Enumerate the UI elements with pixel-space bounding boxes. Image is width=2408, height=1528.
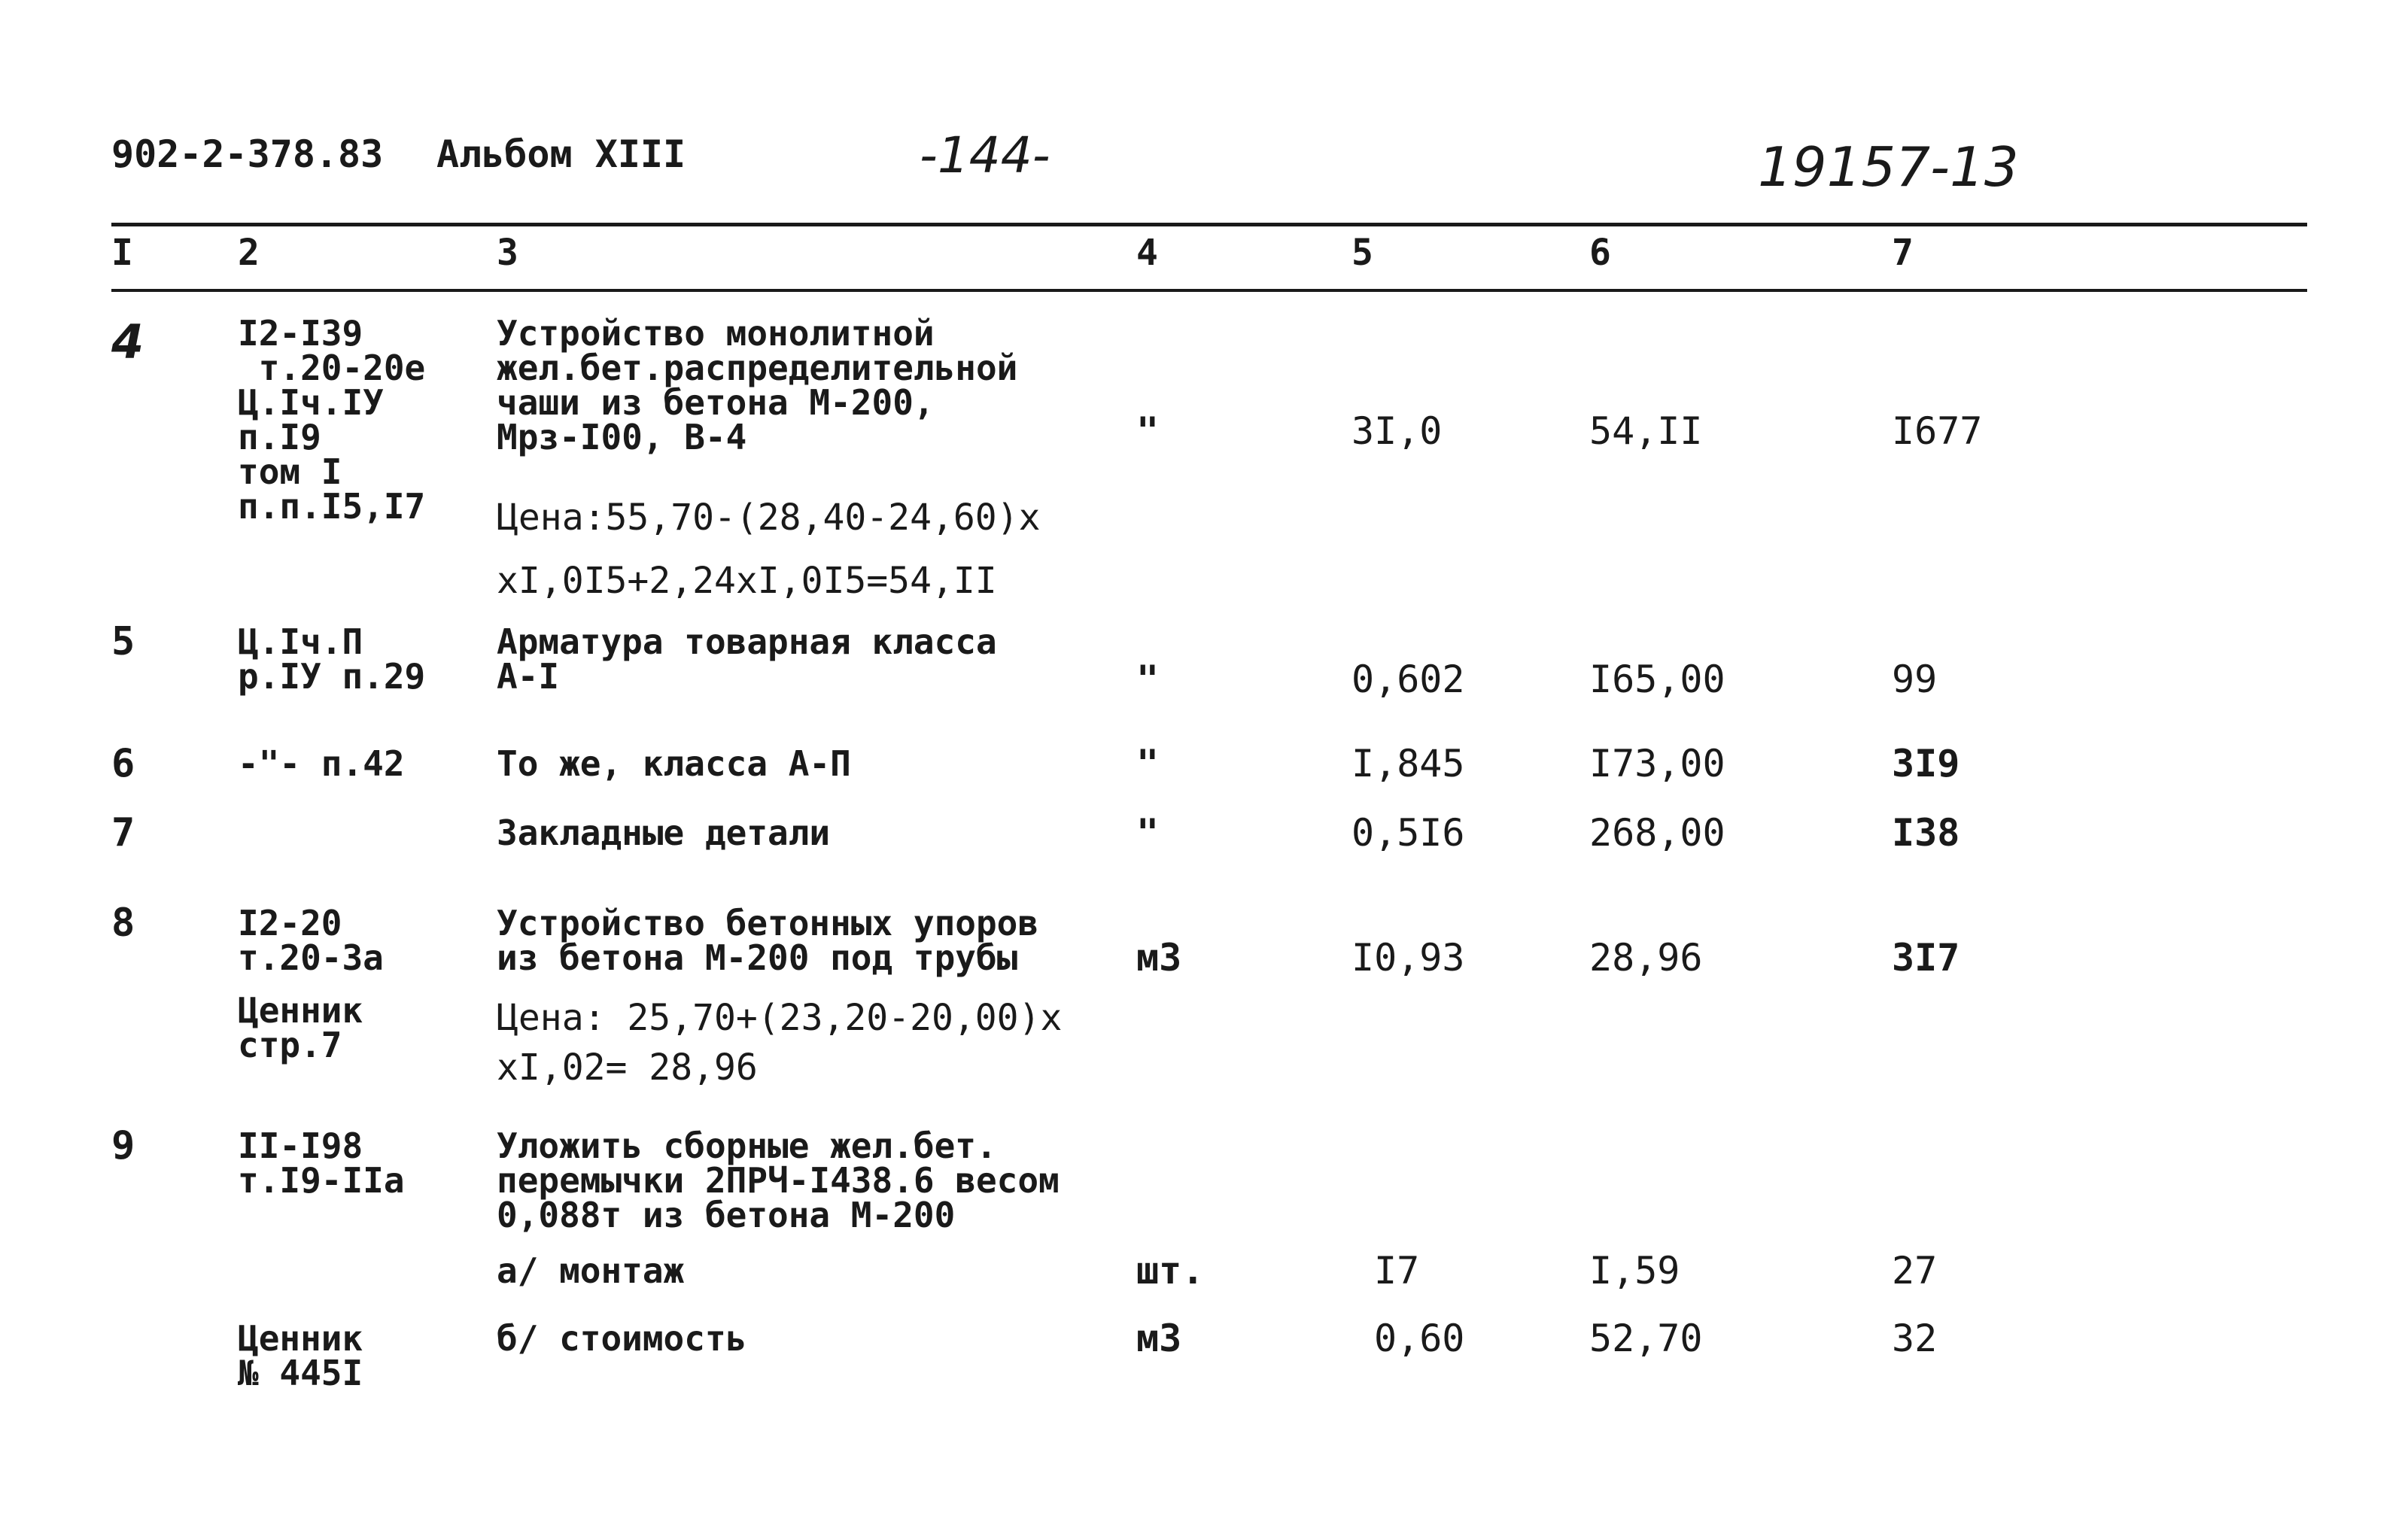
norm-reference: -"- п.42: [238, 743, 405, 784]
total-cost: 3I9: [1892, 742, 1960, 785]
norm-reference: I2-I39 т.20-20е Ц.Iч.IУ п.I9 том I п.п.I5,I7: [238, 313, 426, 527]
total-cost: I38: [1892, 811, 1960, 855]
unit-price: I65,00: [1589, 658, 1725, 701]
quantity: I0,93: [1351, 936, 1465, 980]
work-description: Уложить сборные жел.бет. перемычки 2ПРЧ-I438.6 весом 0,088т из бетона М-200: [497, 1125, 1060, 1235]
sub-item-unit-price: I,59: [1589, 1249, 1680, 1293]
price-calculation: Цена: 25,70+(23,20-20,00)х хI,02= 28,96: [497, 997, 1063, 1089]
row-number: 6: [111, 741, 135, 786]
unit: ": [1136, 742, 1160, 785]
quantity: 0,602: [1351, 658, 1465, 701]
work-description: Арматура товарная класса А-I: [497, 621, 997, 697]
doc-code: 902-2-378.83: [111, 132, 384, 176]
sub-item-total: 32: [1892, 1317, 1938, 1360]
column-heading-5: 5: [1351, 232, 1373, 274]
sub-item-unit-price: 52,70: [1589, 1317, 1703, 1360]
total-cost: 3I7: [1892, 936, 1960, 980]
sub-item-price-list-reference: Ценник № 445I: [238, 1318, 363, 1393]
column-heading-2: 2: [238, 232, 260, 274]
sub-item-unit: м3: [1136, 1317, 1182, 1360]
row-number: 5: [111, 619, 135, 664]
column-heading-1: I: [111, 232, 133, 274]
row-number: 4: [111, 314, 144, 369]
unit-price: 268,00: [1589, 811, 1725, 855]
page-number: -144-: [920, 126, 1050, 184]
unit-price: 54,II: [1589, 409, 1703, 453]
column-heading-3: 3: [497, 232, 518, 274]
sub-item-unit: шт.: [1136, 1249, 1205, 1293]
unit: ": [1136, 811, 1160, 855]
sub-item-description: б/ стоимость: [497, 1318, 747, 1359]
album-label: Альбом XIII: [436, 132, 686, 176]
row-number: 9: [111, 1123, 135, 1168]
sub-item-total: 27: [1892, 1249, 1938, 1293]
norm-reference: I2-20 т.20-3а: [238, 903, 384, 978]
row-number: 7: [111, 810, 135, 855]
unit: ": [1136, 658, 1160, 701]
column-heading-4: 4: [1136, 232, 1158, 274]
column-heading-6: 6: [1589, 232, 1611, 274]
column-heading-7: 7: [1892, 232, 1914, 274]
quantity: 3I,0: [1351, 409, 1443, 453]
norm-reference: Ц.Iч.П р.IУ п.29: [238, 621, 426, 697]
quantity: I,845: [1351, 742, 1465, 785]
sub-item-description: а/ монтаж: [497, 1250, 685, 1291]
quantity: 0,5I6: [1351, 811, 1465, 855]
norm-reference: II-I98 т.I9-IIа: [238, 1125, 405, 1201]
work-description: То же, класса А-П: [497, 743, 851, 784]
unit: м3: [1136, 936, 1182, 980]
header-top-rule: [111, 223, 2307, 226]
work-description: Закладные детали: [497, 813, 831, 853]
total-cost: I677: [1892, 409, 1983, 453]
sub-item-quantity: I7: [1374, 1249, 1420, 1293]
total-cost: 99: [1892, 658, 1938, 701]
sub-item-quantity: 0,60: [1374, 1317, 1465, 1360]
price-list-reference: Ценник стр.7: [238, 990, 363, 1065]
unit-price: 28,96: [1589, 936, 1703, 980]
doc-id: 19157-13: [1758, 135, 2019, 199]
row-number: 8: [111, 901, 135, 946]
header-bottom-rule: [111, 289, 2307, 292]
work-description: Устройство монолитной жел.бет.распределительной чаши из бетона М-200, Мрз-I00, В-4: [497, 313, 1018, 457]
price-calculation: Цена:55,70-(28,40-24,60)х хI,0I5+2,24хI,0I5=54,II: [497, 497, 1041, 602]
unit: ": [1136, 409, 1160, 453]
work-description: Устройство бетонных упоров из бетона М-200 под трубы: [497, 903, 1039, 978]
unit-price: I73,00: [1589, 742, 1725, 785]
